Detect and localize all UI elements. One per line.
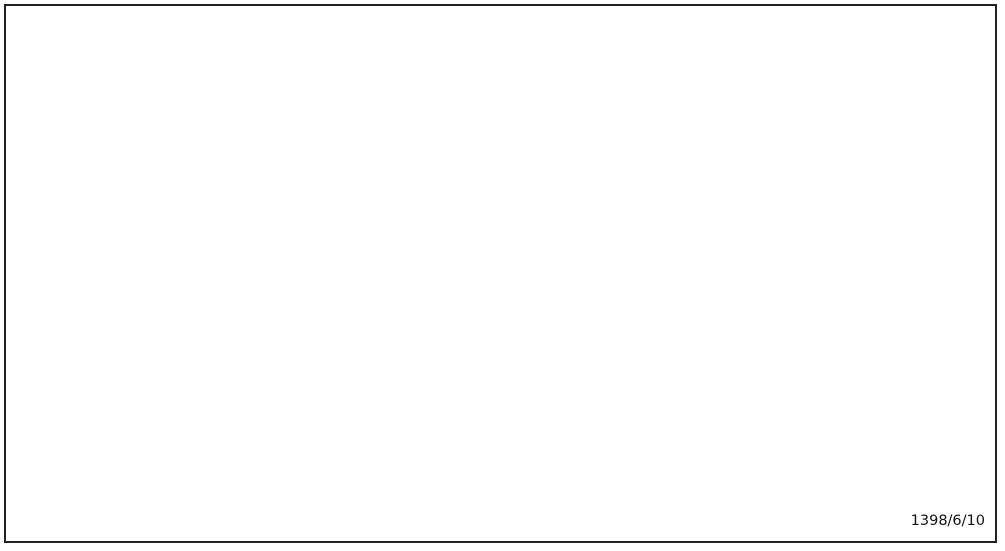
notice-line-13 (12, 406, 989, 437)
notice-line-3 (12, 96, 989, 127)
notice-frame (4, 4, 997, 543)
publication-date: 1398/6/10 (910, 513, 985, 529)
notice-line-12 (12, 375, 989, 406)
notice-content (12, 10, 989, 537)
notice-line-8 (12, 251, 989, 282)
notice-line-9 (12, 282, 989, 313)
notice-line-2 (12, 65, 989, 96)
notice-line-4 (12, 127, 989, 158)
notice-line-1 (12, 34, 989, 65)
notice-line-15 (12, 468, 989, 499)
notice-line-6 (12, 189, 989, 220)
notice-line-5 (12, 158, 989, 189)
notice-title (12, 10, 989, 34)
notice-line-14 (12, 437, 989, 468)
notice-line-7 (12, 220, 989, 251)
publication-line (907, 509, 989, 533)
notice-line-10 (12, 313, 989, 344)
notice-line-11 (12, 344, 989, 375)
